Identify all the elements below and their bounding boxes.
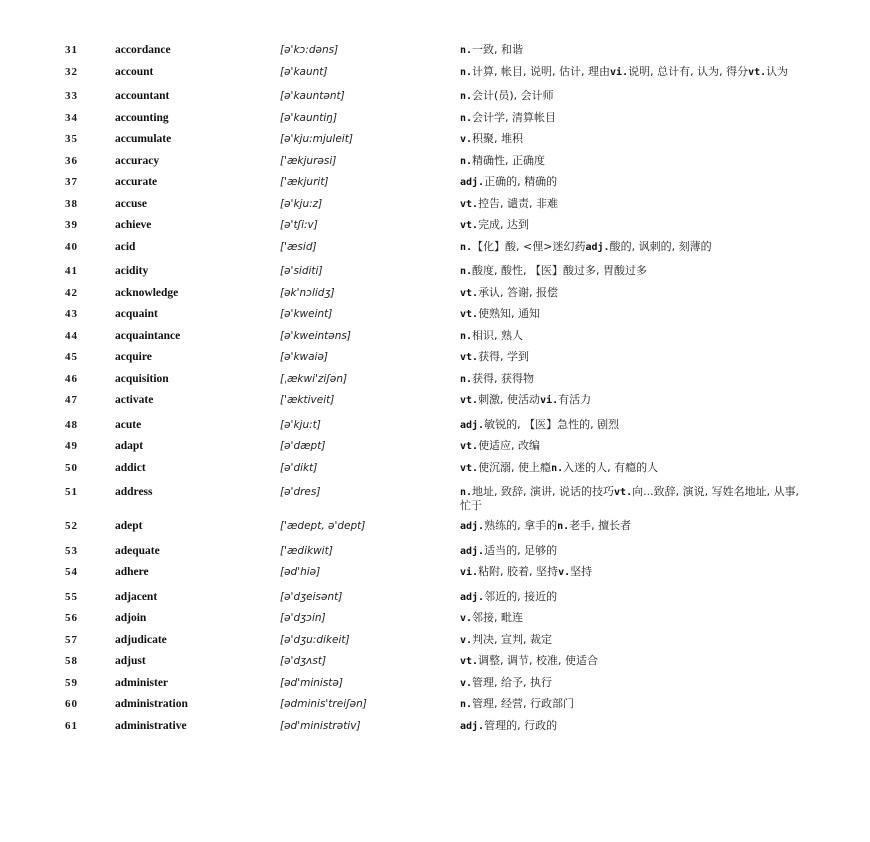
word-row [65,394,830,408]
entry-number: 54 [65,566,78,578]
part-of-speech-label: n. [460,373,473,385]
entry-number: 43 [65,308,78,320]
definition-text: 管理, 经营, 行政部门 [472,697,575,710]
definition-text: 认为 [766,64,789,78]
entry-word: accuracy [115,154,160,167]
word-row [65,698,830,712]
entry-number: 38 [65,197,78,210]
entry-number: 40 [65,240,78,253]
part-of-speech-label: n. [460,155,473,167]
part-of-speech-label: vt. [460,198,479,210]
part-of-speech-label: vt. [460,656,479,667]
definition-text: 酸的, 讽刺的, 刻薄的 [609,239,712,253]
entry-number: 34 [65,111,78,124]
word-list [65,44,830,741]
definition-text: 邻近的, 接近的 [484,589,558,603]
entry-phonetic: ['ædikwit] [280,544,333,557]
definition-text: 邻接, 毗连 [472,611,524,624]
entry-word: administration [115,698,188,710]
definition-text: 说明, 总计有, 认为, 得分 [628,64,749,78]
word-row [65,720,830,734]
definition-text: 调整, 调节, 校准, 使适合 [478,654,599,667]
part-of-speech-label: vt. [460,395,479,406]
entry-phonetic: ['æktiveit] [280,394,335,406]
entry-definition [460,308,805,322]
part-of-speech-label: adj. [460,591,485,603]
word-row [65,462,830,476]
entry-number: 37 [65,176,78,188]
part-of-speech-label: vi. [610,66,629,78]
entry-number: 36 [65,154,78,167]
part-of-speech-label: vt. [748,66,767,78]
definition-text: 会计(员), 会计师 [472,89,554,102]
entry-word: administrative [115,719,187,732]
definition-text: 相识, 熟人 [472,328,524,342]
definition-text: 使沉溺, 使上瘾 [478,460,552,474]
part-of-speech-label: vt. [460,462,479,474]
entry-definition [460,394,805,408]
entry-phonetic: [ə'kweintəns] [280,329,351,342]
entry-definition [460,155,805,169]
entry-definition [460,330,805,344]
entry-number: 41 [65,265,78,277]
definition-text: 承认, 答谢, 报偿 [478,285,559,299]
part-of-speech-label: vt. [460,220,479,231]
part-of-speech-label: n. [460,266,473,277]
part-of-speech-label: v. [460,134,473,145]
word-row [65,287,830,301]
definition-text: 【化】酸, <俚>迷幻药 [472,239,586,253]
entry-phonetic: [ə'kwaiə] [280,351,329,363]
entry-phonetic: [ə'tʃi:v] [280,219,318,231]
entry-word: acute [115,418,142,431]
entry-phonetic: [əd'ministrətiv] [280,719,361,732]
entry-definition [460,351,805,365]
word-row [65,241,830,255]
entry-word: administer [115,676,169,689]
definition-text: 正确的, 精确的 [484,175,558,188]
word-row [65,176,830,190]
entry-definition [460,176,805,190]
entry-word: acquaintance [115,329,181,342]
entry-definition [460,440,805,454]
entry-number: 60 [65,698,78,710]
entry-number: 58 [65,655,78,667]
entry-number: 55 [65,590,78,603]
definition-text: 管理的, 行政的 [484,718,558,732]
word-row [65,351,830,365]
entry-word: account [115,65,154,78]
entry-word: acid [115,240,136,253]
definition-text: 适当的, 足够的 [484,543,558,557]
word-row [65,486,830,512]
entry-number: 45 [65,351,78,363]
entry-word: accurate [115,176,158,188]
word-row [65,265,830,279]
entry-definition [460,462,805,476]
entry-number: 56 [65,612,78,624]
word-row [65,133,830,147]
entry-definition [460,241,805,255]
entry-number: 44 [65,329,78,342]
definition-text: 入迷的人, 有瘾的人 [563,460,659,474]
entry-word: accordance [115,44,171,56]
entry-phonetic: [əd'ministə] [280,676,343,689]
part-of-speech-label: v. [558,567,571,578]
definition-text: 管理, 给予, 执行 [472,675,553,689]
entry-word: adjacent [115,590,158,603]
definition-text: 酸度, 酸性, 【医】酸过多, 胃酸过多 [472,264,648,277]
word-row [65,591,830,605]
entry-phonetic: [ə'kju:z] [280,197,323,210]
entry-word: adequate [115,544,160,557]
entry-definition [460,591,805,605]
entry-number: 48 [65,418,78,431]
part-of-speech-label: v. [460,634,473,646]
entry-word: address [115,486,153,498]
word-row [65,677,830,691]
definition-text: 粘附, 胶着, 坚持 [478,565,559,578]
definition-text: 完成, 达到 [478,218,530,231]
word-row [65,330,830,344]
entry-phonetic: [ə'kauntiŋ] [280,111,338,124]
entry-number: 49 [65,440,78,452]
entry-definition [460,655,805,669]
entry-word: accuse [115,197,147,210]
entry-word: acknowledge [115,286,179,299]
entry-word: acquaint [115,308,158,320]
entry-phonetic: [əd'hiə] [280,566,321,578]
part-of-speech-label: vt. [460,352,479,363]
part-of-speech-label: vt. [460,441,479,452]
entry-phonetic: ['ækjurit] [280,176,329,188]
entry-word: acidity [115,265,149,277]
entry-definition [460,720,805,734]
entry-definition [460,90,805,104]
word-row [65,308,830,322]
entry-definition [460,612,805,626]
entry-definition [460,486,805,512]
entry-word: acquisition [115,372,169,385]
definition-text: 控告, 谴责, 非难 [478,196,559,210]
definition-text: 敏锐的, 【医】急性的, 剧烈 [484,417,620,431]
entry-definition [460,520,805,534]
part-of-speech-label: adj. [585,241,610,253]
word-row [65,612,830,626]
part-of-speech-label: vt. [614,487,633,498]
entry-word: achieve [115,219,152,231]
definition-text: 老手, 擅长者 [569,519,632,532]
entry-phonetic: [ə'siditi] [280,265,323,277]
entry-number: 61 [65,719,78,732]
entry-definition [460,698,805,712]
word-row [65,545,830,559]
definition-text: 精确性, 正确度 [472,153,546,167]
entry-number: 42 [65,286,78,299]
definition-text: 判决, 宣判, 裁定 [472,632,553,646]
word-row [65,90,830,104]
word-row [65,440,830,454]
entry-number: 59 [65,676,78,689]
entry-definition [460,566,805,580]
part-of-speech-label: vi. [540,395,559,406]
entry-number: 50 [65,461,78,474]
word-row [65,373,830,387]
part-of-speech-label: n. [460,487,473,498]
entry-word: activate [115,394,154,406]
definition-text: 使适应, 改编 [478,439,541,452]
entry-number: 35 [65,133,78,145]
definition-text: 计算, 帐目, 说明, 估计, 理由 [472,64,611,78]
entry-number: 51 [65,486,78,498]
entry-definition [460,44,805,58]
word-row [65,566,830,580]
entry-phonetic: [ə'dres] [280,486,321,498]
entry-phonetic: [ək'nɔlidʒ] [280,286,335,299]
definition-text: 熟练的, 拿手的 [484,519,558,532]
entry-definition [460,634,805,648]
part-of-speech-label: n. [460,45,473,56]
entry-definition [460,373,805,387]
entry-number: 31 [65,44,78,56]
definition-text: 使熟知, 通知 [478,307,541,320]
word-row [65,634,830,648]
definition-text: 获得, 学到 [478,350,530,363]
part-of-speech-label: v. [460,613,473,624]
definition-text: 积聚, 堆积 [472,132,524,145]
definition-text: 坚持 [570,565,593,578]
part-of-speech-label: n. [460,330,473,342]
part-of-speech-label: n. [460,699,473,710]
definition-text: 获得, 获得物 [472,371,535,385]
word-row [65,155,830,169]
entry-definition [460,219,805,233]
entry-number: 39 [65,219,78,231]
part-of-speech-label: vt. [460,287,479,299]
word-row [65,419,830,433]
entry-phonetic: [ədminis'treiʃən] [280,698,367,710]
word-row [65,219,830,233]
entry-word: adapt [115,440,144,452]
entry-phonetic: [ə'kɔ:dəns] [280,44,339,56]
entry-phonetic: [ə'kauntənt] [280,90,345,102]
part-of-speech-label: n. [551,462,564,474]
entry-number: 47 [65,394,78,406]
part-of-speech-label: adj. [460,177,485,188]
definition-text: 有活力 [558,393,592,406]
entry-word: accountant [115,90,170,102]
definition-text: 向...致辞, 演说, 写姓名地址, 从事, 忙于 [460,485,800,512]
entry-word: adjust [115,655,146,667]
entry-phonetic: [ə'dʒʌst] [280,655,327,667]
entry-phonetic: [ə'dʒu:dikeit] [280,633,350,646]
definition-text: 地址, 致辞, 演讲, 说话的技巧 [472,485,615,498]
entry-definition [460,545,805,559]
entry-number: 33 [65,90,78,102]
entry-phonetic: [ə'dikt] [280,461,318,474]
entry-definition [460,265,805,279]
entry-word: adjoin [115,612,147,624]
word-row [65,655,830,669]
part-of-speech-label: n. [460,66,473,78]
part-of-speech-label: n. [460,112,473,124]
entry-word: adhere [115,566,149,578]
word-row [65,44,830,58]
entry-number: 57 [65,633,78,646]
part-of-speech-label: adj. [460,419,485,431]
entry-number: 52 [65,520,78,532]
entry-word: accumulate [115,133,172,145]
part-of-speech-label: n. [557,521,570,532]
entry-phonetic: [ə'dʒɔin] [280,612,326,624]
entry-number: 53 [65,544,78,557]
definition-text: 会计学, 清算帐目 [472,110,557,124]
entry-word: accounting [115,111,169,124]
entry-phonetic: [ə'kju:t] [280,418,321,431]
entry-definition [460,112,805,126]
entry-definition [460,419,805,433]
entry-word: acquire [115,351,152,363]
entry-definition [460,66,805,80]
entry-phonetic: [ə'dæpt] [280,440,326,452]
word-row [65,112,830,126]
entry-phonetic: [ə'kju:mjuleit] [280,133,353,145]
entry-phonetic: ['ækjurəsi] [280,154,337,167]
part-of-speech-label: vi. [460,567,479,578]
entry-phonetic: [ə'kweint] [280,308,333,320]
part-of-speech-label: adj. [460,521,485,532]
entry-phonetic: [ˌækwi'ziʃən] [280,372,348,385]
word-row [65,66,830,80]
part-of-speech-label: v. [460,677,473,689]
entry-number: 46 [65,372,78,385]
entry-phonetic: ['ædept, ə'dept] [280,520,366,532]
entry-phonetic: [ə'dʒeisənt] [280,590,343,603]
entry-phonetic: [ə'kaunt] [280,65,328,78]
part-of-speech-label: adj. [460,545,485,557]
part-of-speech-label: n. [460,91,473,102]
part-of-speech-label: adj. [460,720,485,732]
entry-definition [460,677,805,691]
entry-word: addict [115,461,146,474]
part-of-speech-label: n. [460,241,473,253]
entry-number: 32 [65,65,78,78]
entry-phonetic: ['æsid] [280,240,317,253]
entry-word: adept [115,520,143,532]
definition-text: 刺激, 使活动 [478,393,541,406]
definition-text: 一致, 和谐 [472,43,524,56]
word-row [65,520,830,534]
entry-word: adjudicate [115,633,167,646]
part-of-speech-label: vt. [460,309,479,320]
entry-definition [460,198,805,212]
word-row [65,198,830,212]
entry-definition [460,287,805,301]
entry-definition [460,133,805,147]
